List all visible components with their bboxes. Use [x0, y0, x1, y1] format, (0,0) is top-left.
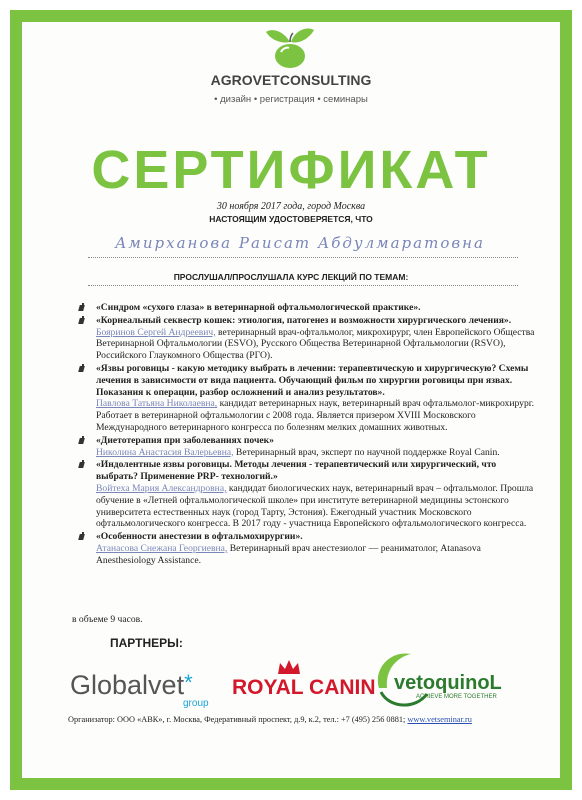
agrovet-logo-icon [263, 24, 317, 70]
lecturer-name: Павлова Татьяна Николаевна, [96, 398, 218, 410]
royal-canin-logo: ROYAL CANIN [232, 676, 376, 699]
listened-text: ПРОСЛУШАЛ/ПРОСЛУШАЛА КУРС ЛЕКЦИЙ ПО ТЕМАМ: [173, 272, 409, 282]
recipient-name: Амирханова Раисат Абдулмаратовна [115, 234, 485, 252]
lecturer-bio: Ветеринарный врач анестезиолог — реаниматолог, Atanasova Anesthesiology Assistance. [96, 542, 481, 566]
lecturer-name: Николина Анастасия Валерьевна, [96, 446, 234, 458]
brand-tagline: • дизайн • регистрация • семинары [214, 94, 368, 105]
course-volume: в объеме 9 часов. [72, 614, 143, 625]
certificate-title: СЕРТИФИКАТ [91, 140, 491, 200]
globalvet-wordmark: Globalvet [70, 670, 185, 700]
listened-dotted-line [88, 285, 518, 286]
globalvet-logo [70, 670, 193, 701]
list-item [78, 315, 540, 362]
lecturer-bio: ветеринарный врач-офтальмолог, микрохирург, член Европейского Общества Ветеринарной Офтальмологии (ESVO), Русского Общества Ветеринарной Офтальмологии (RSVO), Российского Глаукомного Общества (РГО). [96, 326, 535, 362]
lecturer-name: Бояринов Сергей Андреевич, [96, 326, 216, 338]
brand-name: AGROVETCONSULTING [210, 72, 372, 88]
list-item [78, 363, 540, 434]
name-dotted-line [88, 257, 518, 258]
vetoquinol-logo: vetoquinoL [394, 672, 502, 694]
topic-title: «Синдром «сухого глаза» в ветеринарной офтальмологической практике». [96, 302, 421, 313]
vetoquinol-tagline: ACHIEVE MORE TOGETHER [416, 694, 497, 700]
partners-label: ПАРТНЕРЫ: [110, 636, 183, 650]
list-item [78, 435, 540, 459]
pen-bullet-icon [78, 303, 87, 312]
date-place: 30 ноября 2017 года, город Москва [216, 201, 366, 212]
topic-title: «Индолентные язвы роговицы. Методы лечения - терапевтический или хирургический, что выбрать? Применение PRP- технологий.» [96, 459, 497, 483]
organizer-website-link[interactable]: www.vetseminar.ru [407, 715, 472, 724]
lecturer-bio: кандидат биологических наук, ветеринарный врач – офтальмолог. Прошла обучение в «Летней офтальмологической школе» при институте ветеринарной медицины эстонского университета естественных наук (город Тарту, Эстония). Ежегодный участник Московского офтальмологического конгресса. В 2017 году - участница Европейского офтальмологического конгресса. [96, 482, 534, 530]
lecturer-name: Атанасова Снежана Георгиевна, [96, 542, 228, 554]
lecturer-name: Войтеха Мария Александровна, [96, 482, 227, 494]
topic-title: «Язвы роговицы - какую методику выбрать в лечении: терапевтическую и хирургическую? Схемы лечения в зависимости от вида пациента. Обучающий фильм по хирургии роговицы при язвах. Показания к операции, разбор осложнений и анализ результатов». [96, 362, 529, 398]
certifies-text: НАСТОЯЩИМ УДОСТОВЕРЯЕТСЯ, ЧТО [209, 214, 373, 224]
globalvet-group-label: group [183, 698, 209, 709]
pen-bullet-icon [78, 460, 87, 469]
topic-title: «Особенности анестезии в офтальмохирургии». [96, 531, 303, 543]
lecturer-bio: кандидат ветеринарных наук, ветеринарный врач офтальмолог-микрохирург. Работает в ветеринарной офтальмологии с 2008 года. Является призером XVIII Московского Международного ветеринарного конгресса по болезням мелких домашних животных. [96, 398, 535, 433]
topic-title: «Диетотерапия при заболеваниях почек» [96, 434, 274, 446]
crown-icon [276, 658, 302, 676]
list-item [78, 302, 540, 314]
pen-bullet-icon [78, 316, 87, 325]
pen-bullet-icon [78, 436, 87, 445]
list-item [78, 459, 540, 530]
topic-title: «Корнеальный секвестр кошек: этиология, патогенез и возможности хирургического лечения». [96, 314, 512, 326]
topics-list [78, 302, 540, 568]
pen-bullet-icon [78, 364, 87, 373]
star-icon: * [184, 670, 193, 695]
organizer-text: Организатор: ООО «АВК», г. Москва, Федеративный проспект, д.9, к.2, тел.: +7 (495) 256 0881; [68, 715, 408, 724]
organizer-info [68, 715, 472, 724]
list-item [78, 531, 540, 566]
lecturer-bio: Ветеринарный врач, эксперт по научной поддержке Royal Canin. [233, 446, 500, 458]
pen-bullet-icon [78, 532, 87, 541]
